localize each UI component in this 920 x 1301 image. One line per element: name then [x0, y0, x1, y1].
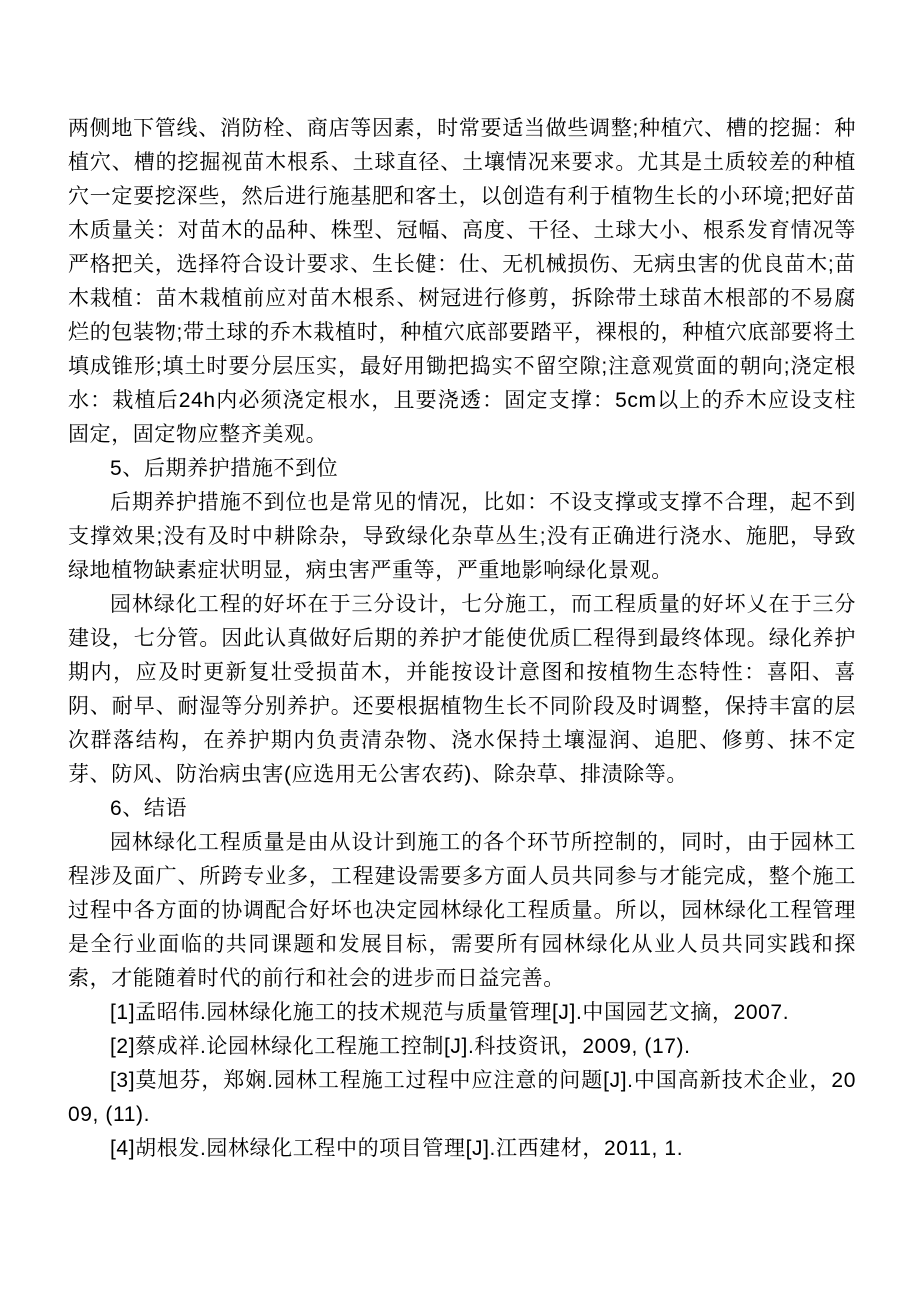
- reference-3: [3]莫旭芬，郑娴.园林工程施工过程中应注意的问题[J].中国高新技术企业，2009, (11).: [68, 1069, 856, 1126]
- reference-2: [2]蔡成祥.论园林绿化工程施工控制[J].科技资讯，2009, (17).: [110, 1035, 691, 1058]
- reference-4: [4]胡根发.园林绿化工程中的项目管理[J].江西建材，2011, 1.: [110, 1137, 684, 1160]
- paragraph-maintenance-importance: 园林绿化工程的好坏在于三分设计，七分施工，而工程质量的好坏乂在于三分建设，七分管。因此认真做好后期的养护才能使优质匚程得到最终体现。绿化养护期内，应及时更新复壮受损苗木，并能按设计意图和按植物生态特性：喜阳、喜阴、耐早、耐湿等分别养护。还要根据植物生长不同阶段及时调整，保持丰富的层次群落结构，在养护期内负责清杂物、浇水保持土壤湿润、追肥、修剪、抹不定芽、防风、防治病虫害(应选用无公害农药)、除杂草、排渍除等。: [68, 593, 856, 786]
- paragraph-planting-techniques: 两侧地下管线、消防栓、商店等因素，时常要适当做些调整;种植穴、槽的挖掘：种植穴、槽的挖掘视苗木根系、土球直径、土壤情况来要求。尤其是土质较差的种植穴一定要挖深些，然后进行施基肥和客土，以创造有利于植物生长的小环境;把好苗木质量关：对苗木的品种、株型、冠幅、高度、干径、土球大小、根系发育情况等严格把关，选择符合设计要求、生长健：仕、无机械损伤、无病虫害的优良苗木;苗木栽植：苗木栽植前应对苗木根系、树冠进行修剪，拆除带土球苗木根部的不易腐烂的包装物;带土球的乔木栽植时，种植穴底部要踏平，裸根的，种植穴底部要将土填成锥形;填土时要分层压实，最好用锄把捣实不留空隙;注意观赏面的朝向;浇定根水：栽植后24h内必须浇定根水，且要浇透：固定支撑：5cm以上的乔木应设支柱固定，固定物应整齐美观。: [68, 117, 856, 446]
- section-heading-6: 6、结语: [110, 797, 188, 820]
- section-heading-5: 5、后期养护措施不到位: [110, 457, 339, 480]
- paragraph-conclusion: 园林绿化工程质量是由从设计到施工的各个环节所控制的，同时，由于园林工程涉及面广、所跨专业多，工程建设需要多方面人员共同参与才能完成，整个施工过程中各方面的协调配合好坏也决定园林绿化工程质量。所以，园林绿化工程管理是全行业面临的共同课题和发展目标，需要所有园林绿化从业人员共同实践和探索，才能随着时代的前行和社会的进步而日益完善。: [68, 831, 856, 990]
- paragraph-maintenance-problems: 后期养护措施不到位也是常见的情况，比如：不设支撑或支撑不合理，起不到支撑效果;没有及时中耕除杂，导致绿化杂草丛生;没有正确进行浇水、施肥，导致绿地植物缺素症状明显，病虫害严重等，严重地影响绿化景观。: [68, 491, 856, 582]
- reference-1: [1]孟昭伟.园林绿化施工的技术规范与质量管理[J].中国园艺文摘，2007.: [110, 1001, 790, 1024]
